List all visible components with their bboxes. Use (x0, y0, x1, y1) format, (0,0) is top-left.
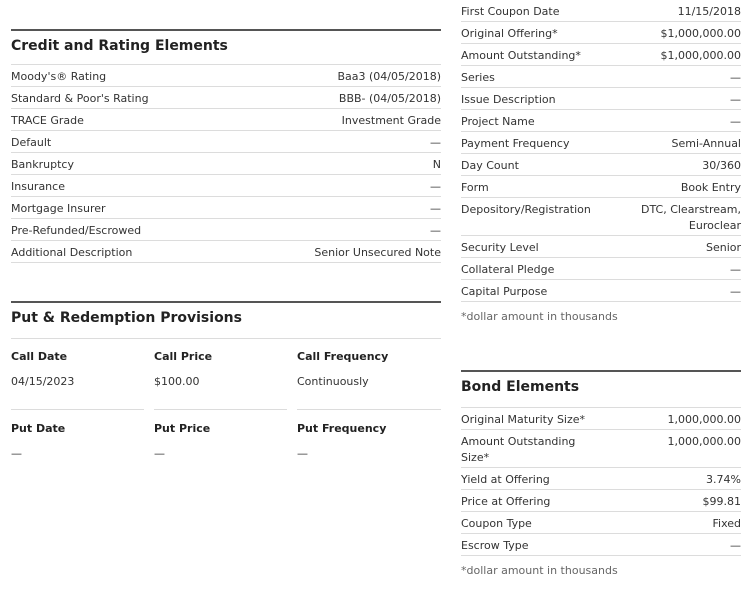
put-date-cell (11, 422, 144, 463)
row-label: Moody's® Rating (11, 70, 107, 83)
row-label: Escrow Type (461, 539, 529, 552)
issue-row-series (461, 66, 741, 88)
bond-row-price-at-offering (461, 490, 741, 512)
issue-row-project-name (461, 110, 741, 132)
row-label: Yield at Offering (461, 473, 550, 486)
row-label: Coupon Type (461, 517, 532, 530)
row-label: Price at Offering (461, 495, 551, 508)
issue-elements (461, 0, 741, 323)
put-frequency-header: Put Frequency (297, 422, 387, 435)
divider (11, 409, 144, 410)
row-label: Capital Purpose (461, 285, 548, 298)
issue-row-capital-purpose (461, 280, 741, 302)
issue-row-first-coupon-date (461, 0, 741, 22)
put-price-value: — (154, 447, 165, 460)
row-value: DTC, Clearstream, Euroclear (640, 203, 741, 232)
row-value: Baa3 (04/05/2018) (337, 70, 441, 83)
row-label: Form (461, 181, 489, 194)
put-section-title: Put & Redemption Provisions (11, 301, 441, 339)
row-value: $99.81 (702, 495, 741, 508)
row-value: 1,000,000.00 (667, 413, 741, 426)
row-label: Security Level (461, 241, 539, 254)
row-value: — (730, 115, 741, 128)
row-value: 1,000,000.00 (667, 435, 741, 448)
call-frequency-cell (297, 350, 430, 391)
credit-section-title: Credit and Rating Elements (11, 29, 441, 65)
bond-elements (461, 370, 741, 577)
bond-row-amount-outstanding-size (461, 430, 741, 468)
put-price-cell (154, 422, 287, 463)
issue-row-form (461, 176, 741, 198)
row-value: 30/360 (702, 159, 741, 172)
credit-row-moodys (11, 65, 441, 87)
call-price-cell (154, 350, 287, 391)
issue-row-day-count (461, 154, 741, 176)
row-label: Series (461, 71, 495, 84)
divider (154, 409, 287, 410)
row-label: First Coupon Date (461, 5, 560, 18)
row-value: — (730, 539, 741, 552)
row-value: — (430, 224, 441, 237)
row-label: Mortgage Insurer (11, 202, 106, 215)
row-label: Default (11, 136, 52, 149)
call-price-value: $100.00 (154, 375, 200, 388)
row-label: TRACE Grade (11, 114, 84, 127)
row-value: — (730, 285, 741, 298)
call-put-grid (11, 339, 441, 469)
credit-row-bankruptcy (11, 153, 441, 175)
call-date-header: Call Date (11, 350, 68, 363)
row-value: — (730, 93, 741, 106)
issue-row-depository-registration (461, 198, 741, 236)
row-value: Book Entry (680, 181, 741, 194)
issue-row-issue-description (461, 88, 741, 110)
bond-row-original-maturity-size (461, 408, 741, 430)
row-value: Senior (705, 241, 741, 254)
row-value: Semi-Annual (671, 137, 741, 150)
call-date-value: 04/15/2023 (11, 375, 75, 388)
row-value: N (432, 158, 441, 171)
row-label: Standard & Poor's Rating (11, 92, 149, 105)
credit-rows (11, 65, 441, 263)
put-date-header: Put Date (11, 422, 66, 435)
bond-row-escrow-type (461, 534, 741, 556)
credit-row-mortgage-insurer (11, 197, 441, 219)
row-label: Insurance (11, 180, 65, 193)
bond-footnote: *dollar amount in thousands (461, 564, 618, 577)
row-value: Senior Unsecured Note (314, 246, 441, 259)
call-date-cell (11, 350, 144, 391)
issue-footnote: *dollar amount in thousands (461, 310, 618, 323)
row-value: — (430, 180, 441, 193)
put-frequency-value: — (297, 447, 308, 460)
row-value: — (430, 202, 441, 215)
issue-row-original-offering (461, 22, 741, 44)
put-price-header: Put Price (154, 422, 211, 435)
row-value: 11/15/2018 (677, 5, 741, 18)
row-value: — (730, 71, 741, 84)
call-frequency-header: Call Frequency (297, 350, 389, 363)
row-label: Payment Frequency (461, 137, 570, 150)
issue-row-security-level (461, 236, 741, 258)
row-value: BBB- (04/05/2018) (338, 92, 441, 105)
row-value: — (430, 136, 441, 149)
row-label: Additional Description (11, 246, 133, 259)
row-label: Amount Outstanding Size* (461, 435, 576, 464)
credit-row-default (11, 131, 441, 153)
row-label: Bankruptcy (11, 158, 74, 171)
issue-row-payment-frequency (461, 132, 741, 154)
put-redemption-section (11, 301, 441, 460)
put-frequency-cell (297, 422, 430, 463)
call-frequency-value: Continuously (297, 375, 369, 388)
row-label: Day Count (461, 159, 519, 172)
bond-row-coupon-type (461, 512, 741, 534)
issue-row-collateral-pledge (461, 258, 741, 280)
row-label: Amount Outstanding* (461, 49, 581, 62)
credit-row-trace (11, 109, 441, 131)
row-label: Issue Description (461, 93, 556, 106)
row-value: $1,000,000.00 (660, 49, 741, 62)
row-label: Depository/Registration (461, 203, 591, 216)
credit-row-insurance (11, 175, 441, 197)
row-value: $1,000,000.00 (660, 27, 741, 40)
row-value: Fixed (712, 517, 741, 530)
credit-row-sp (11, 87, 441, 109)
credit-row-prerefunded (11, 219, 441, 241)
put-date-value: — (11, 447, 22, 460)
call-price-header: Call Price (154, 350, 213, 363)
row-label: Original Maturity Size* (461, 413, 586, 426)
row-value: — (730, 263, 741, 276)
divider (297, 409, 441, 410)
credit-row-additional-description (11, 241, 441, 263)
credit-section (11, 29, 441, 263)
row-value: 3.74% (706, 473, 741, 486)
row-label: Collateral Pledge (461, 263, 555, 276)
row-value: Investment Grade (341, 114, 441, 127)
row-label: Project Name (461, 115, 535, 128)
row-label: Original Offering* (461, 27, 558, 40)
issue-row-amount-outstanding (461, 44, 741, 66)
bond-row-yield-at-offering (461, 468, 741, 490)
bond-section-title: Bond Elements (461, 370, 741, 408)
row-label: Pre-Refunded/Escrowed (11, 224, 142, 237)
